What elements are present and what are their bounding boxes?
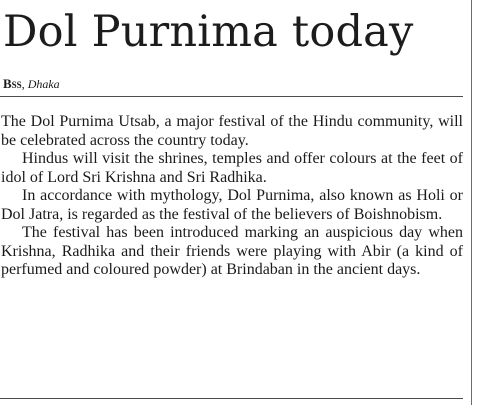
paragraph-1: The Dol Purnima Utsab, a major festival of the Hindu community, will be celebrated across the country today. [1, 113, 463, 149]
paragraph-4: The festival has been introduced marking an auspicious day when Krishna, Radhika and their friends were playing with Abir (a kind of perfumed and coloured powder) at Brindaban in the ancient days. [1, 224, 463, 278]
article-end-divider [0, 398, 463, 399]
byline-divider [0, 96, 463, 97]
byline [3, 77, 60, 91]
article-body [1, 113, 463, 280]
headline: Dol Purnima today [3, 7, 414, 57]
byline-separator: , [21, 77, 25, 91]
paragraph-2: Hindus will visit the shrines, temples and offer colours at the feet of idol of Lord Sri Krishna and Sri Radhika. [1, 150, 463, 186]
paragraph-3: In accordance with mythology, Dol Purnima, also known as Holi or Dol Jatra, is regarded as the festival of the believers of Boishnobism. [1, 187, 463, 223]
column-divider [471, 0, 472, 405]
byline-place: Dhaka [27, 77, 60, 91]
byline-agency: Bss [3, 76, 22, 91]
